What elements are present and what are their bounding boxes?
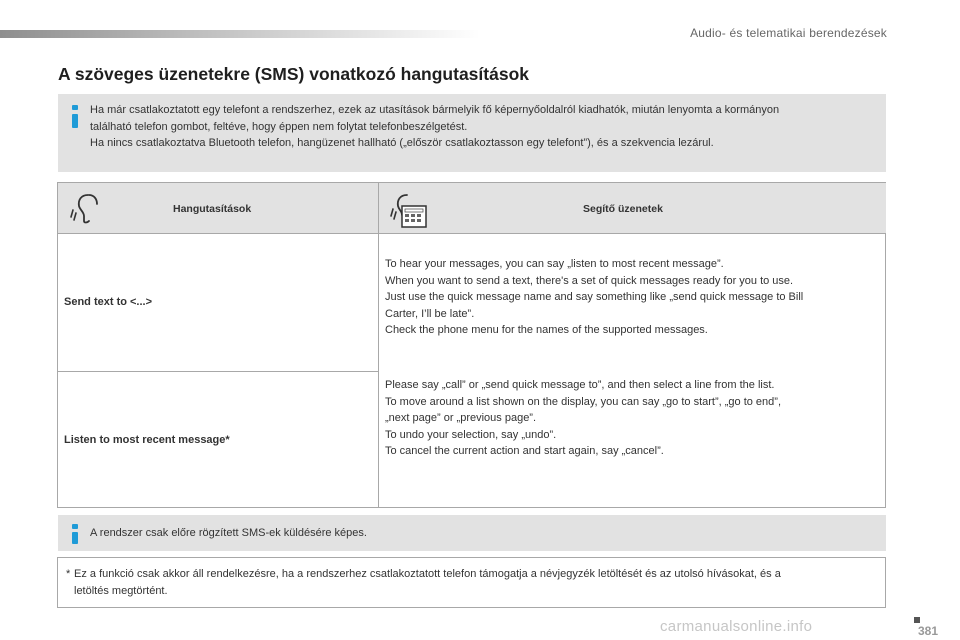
help-line: To move around a list shown on the display, you can say „go to start”, „go to end”, <box>385 395 782 408</box>
help-messages-cell <box>379 234 886 507</box>
command-send-text: Send text to <...> <box>64 296 153 308</box>
help-line: When you want to send a text, there's a set of quick messages ready for you to use. <box>385 274 794 287</box>
chapter-title: Audio- és telematikai berendezések <box>690 26 887 40</box>
info-box-bottom <box>58 515 886 551</box>
help-block-1 <box>385 256 876 339</box>
info-icon-stem <box>72 114 78 128</box>
help-line: „next page” or „previous page”. <box>385 412 537 424</box>
help-line: To hear your messages, you can say „listen to most recent message”. <box>385 258 724 270</box>
info-text-top <box>90 102 870 152</box>
info-line: Ha nincs csatlakoztatva Bluetooth telefon, hangüzenet hallható („először csatlakoztasson egy telefont”), és a szekvencia lezárul. <box>90 137 714 149</box>
help-line: To cancel the current action and start again, say „cancel”. <box>385 445 664 457</box>
table-header-commands <box>58 183 379 234</box>
help-line: Check the phone menu for the names of the supported messages. <box>385 324 708 336</box>
footnote-line: Ez a funkció csak akkor áll rendelkezésre, ha a rendszerhez csatlakoztatott telefon támogatja a névjegyzék letöltését és az utolsó hívásokat, és a <box>74 568 781 580</box>
help-line: Please say „call” or „send quick message to”, and then select a line from the list. <box>385 379 775 391</box>
help-block-2 <box>385 377 876 460</box>
help-message-icon <box>385 191 429 229</box>
header-gradient-bar <box>0 30 480 38</box>
page-number: 381 <box>917 624 938 638</box>
help-line: Just use the quick message name and say something like „send quick message to Bill <box>385 291 804 303</box>
footnote <box>57 557 886 608</box>
watermark: carmanualsonline.info <box>660 618 813 635</box>
info-box-top <box>58 94 886 172</box>
voice-command-table <box>57 182 886 508</box>
footnote-line: letöltés megtörtént. <box>74 584 168 597</box>
footnote-marker: * <box>66 568 71 580</box>
help-line: Carter, I’ll be late”. <box>385 307 475 320</box>
command-cell <box>58 234 379 372</box>
help-line: To undo your selection, say „undo”. <box>385 428 557 441</box>
command-listen-recent: Listen to most recent message* <box>64 434 230 446</box>
info-line: Ha már csatlakoztatott egy telefont a rendszerhez, ezek az utasítások bármelyik fő képernyőoldalról kiadhatók, miután lenyomta a kormányon <box>90 104 780 116</box>
info-text-bottom: A rendszer csak előre rögzített SMS-ek küldésére képes. <box>90 527 367 539</box>
command-cell <box>58 372 379 507</box>
table-header-help <box>379 183 886 234</box>
header-label: Hangutasítások <box>173 203 252 215</box>
info-icon <box>72 524 78 529</box>
info-icon-stem <box>72 532 78 544</box>
page-marker <box>914 617 920 623</box>
info-line: található telefon gombot, feltéve, hogy éppen nem folytat telefonbeszélgetést. <box>90 120 468 133</box>
voice-command-icon <box>64 191 104 227</box>
header-label: Segítő üzenetek <box>583 203 663 215</box>
info-icon <box>72 105 78 110</box>
page-title: A szöveges üzenetekre (SMS) vonatkozó hangutasítások <box>58 64 529 84</box>
